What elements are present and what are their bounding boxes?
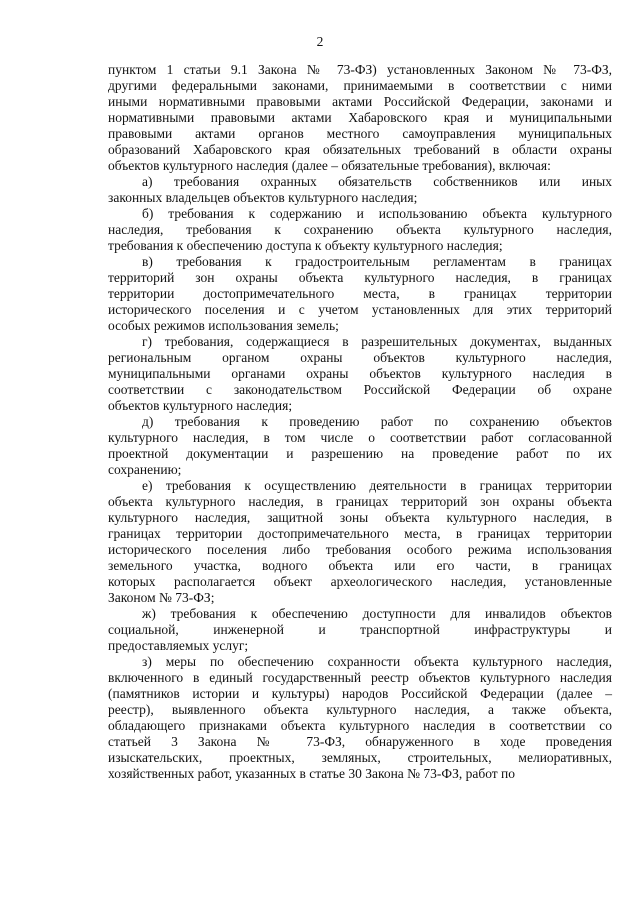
paragraph-line: пунктом 1 статьи 9.1 Закона № 73-ФЗ) установленных Законом № 73-ФЗ, xyxy=(108,62,612,77)
paragraph-line: требования к обеспечению доступа к объекту культурного наследия; xyxy=(108,238,503,253)
paragraph-line: хозяйственных работ, указанных в статье 30 Закона № 73-ФЗ, работ по xyxy=(108,766,516,781)
paragraph-line: законных владельцев объектов культурного наследия; xyxy=(108,190,418,205)
paragraph-line: обладающего признаками объекта культурного наследия в соответствии со xyxy=(108,718,612,733)
paragraph-line: исторического поселения либо требования особого режима использования xyxy=(108,542,612,557)
paragraph-line: статьей 3 Закона № 73-ФЗ, обнаруженного в ходе проведения xyxy=(108,734,612,749)
paragraph-line: исторического поселения и с учетом установленных для этих территорий xyxy=(108,302,612,317)
document-body xyxy=(108,62,612,782)
paragraph-line: особых режимов использования земель; xyxy=(108,318,339,333)
paragraph-line: з) меры по обеспечению сохранности объекта культурного наследия, xyxy=(142,654,612,669)
paragraph-line: образований Хабаровского края обязательных требований в области охраны xyxy=(108,142,612,157)
paragraph-line: объектов культурного наследия (далее – обязательные требования), включая: xyxy=(108,158,551,173)
paragraph-line: б) требования к содержанию и использованию объекта культурного xyxy=(142,206,612,221)
paragraph-line: а) требования охранных обязательств собственников или иных xyxy=(142,174,612,189)
paragraph-line: реестр), выявленного объекта культурного наследия, а также объекта, xyxy=(108,702,612,717)
paragraph-line: другими федеральными законами, принимаемыми в соответствии с ними xyxy=(108,78,612,93)
paragraph-line: территорий зон охраны объекта культурного наследия, в границах xyxy=(108,270,612,285)
paragraph-line: сохранению; xyxy=(108,462,182,477)
paragraph-line: муниципальными органами охраны объектов культурного наследия в xyxy=(108,366,612,381)
paragraph-line: изыскательских, проектных, земляных, строительных, мелиоративных, xyxy=(108,750,612,765)
paragraph-line: территории достопримечательного места, в границах территории xyxy=(108,286,612,301)
paragraph-line: нормативными правовыми актами Хабаровского края и муниципальными xyxy=(108,110,612,125)
paragraph-line: которых располагается объект археологического наследия, установленные xyxy=(108,574,612,589)
paragraph-line: г) требования, содержащиеся в разрешительных документах, выданных xyxy=(142,334,612,349)
paragraph-line: культурного наследия, защитной зоны объекта культурного наследия, в xyxy=(108,510,612,525)
paragraph-line: включенного в единый государственный реестр объектов культурного наследия xyxy=(108,670,612,685)
paragraph-line: объекта культурного наследия, в границах территорий зон охраны объекта xyxy=(108,494,612,509)
paragraph-line: границах территории достопримечательного места, в границах территории xyxy=(108,526,612,541)
paragraph-line: Законом № 73-ФЗ; xyxy=(108,590,215,605)
paragraph-line: иными нормативными правовыми актами Российской Федерации, законами и xyxy=(108,94,612,109)
paragraph-line: предоставляемых услуг; xyxy=(108,638,249,653)
paragraph-line: д) требования к проведению работ по сохранению объектов xyxy=(142,414,612,429)
paragraph-line: проектной документации и разрешению на проведение работ по их xyxy=(108,446,612,461)
paragraph-line: в) требования к градостроительным регламентам в границах xyxy=(142,254,612,269)
paragraph-line: культурного наследия, в том числе о соответствии работ согласованной xyxy=(108,430,612,445)
paragraph-line: региональным органом охраны объектов культурного наследия, xyxy=(108,350,612,365)
paragraph-line: наследия, требования к сохранению объекта культурного наследия, xyxy=(108,222,612,237)
page-number: 2 xyxy=(316,34,324,49)
paragraph-line: земельного участка, водного объекта или его части, в границах xyxy=(108,558,612,573)
paragraph-line: (памятников истории и культуры) народов Российской Федерации (далее – xyxy=(108,686,612,701)
paragraph-line: правовыми актами органов местного самоуправления муниципальных xyxy=(108,126,612,141)
paragraph-line: соответствии с законодательством Российской Федерации об охране xyxy=(108,382,612,397)
paragraph-line: социальной, инженерной и транспортной инфраструктуры и xyxy=(108,622,612,637)
paragraph-line: объектов культурного наследия; xyxy=(108,398,293,413)
paragraph-line: е) требования к осуществлению деятельности в границах территории xyxy=(142,478,612,493)
paragraph-line: ж) требования к обеспечению доступности для инвалидов объектов xyxy=(142,606,612,621)
